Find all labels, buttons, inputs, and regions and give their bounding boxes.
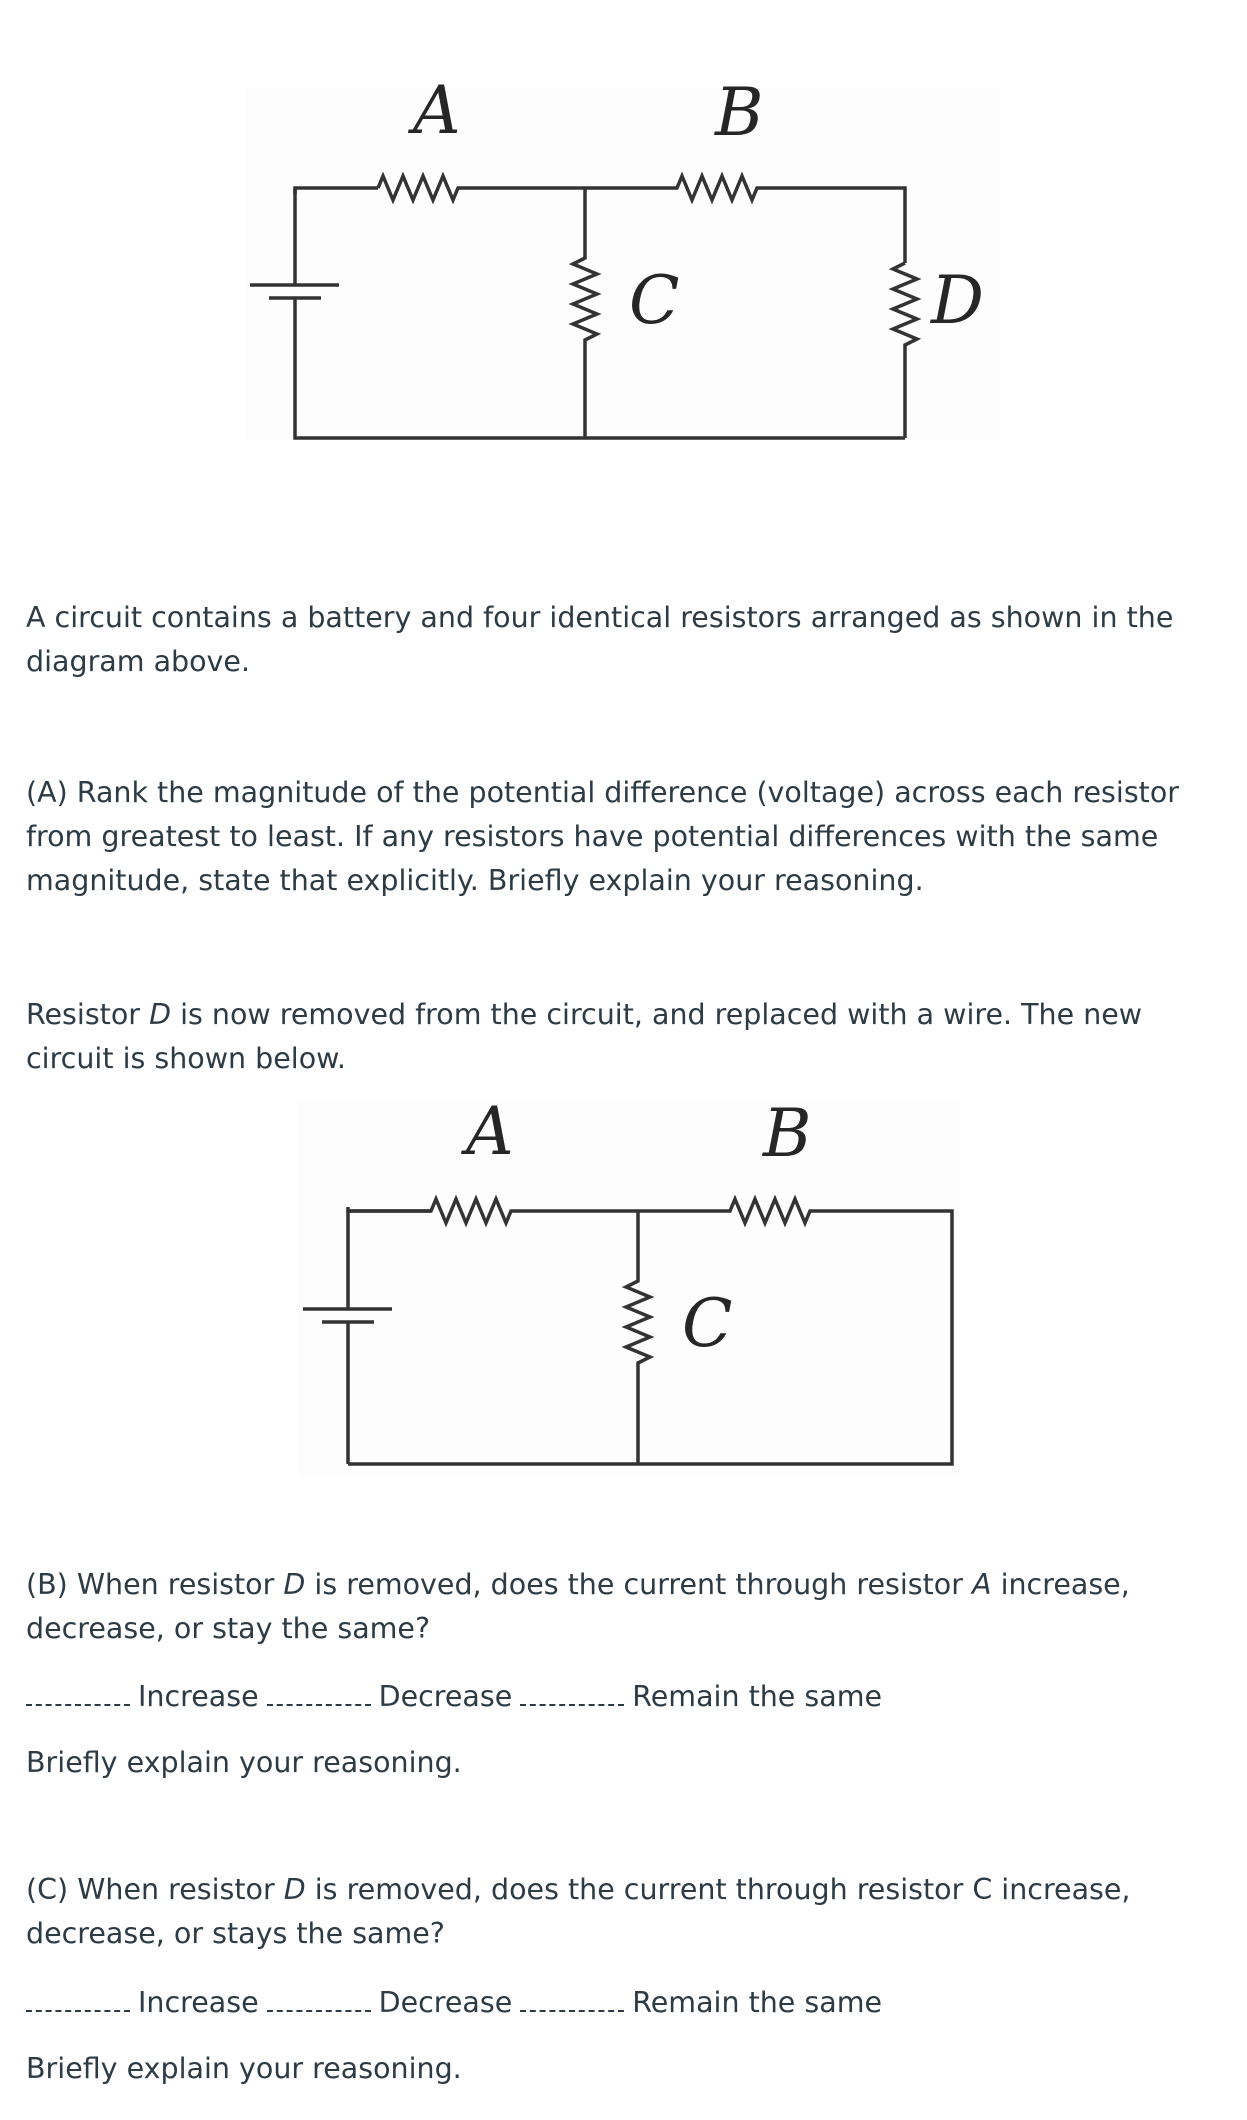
question-c-prefix: (C) When resistor	[26, 1873, 284, 1906]
blank-same-c[interactable]	[520, 2009, 624, 2012]
option-increase-b: Increase	[138, 1680, 259, 1713]
circuit-schematic-modified	[298, 1093, 960, 1476]
question-b-prefix: (B) When resistor	[26, 1568, 284, 1601]
label-A: A	[466, 1093, 514, 1170]
label-D: D	[931, 262, 984, 339]
circuit-diagram-original	[245, 72, 1000, 440]
resistor-A	[348, 1199, 728, 1223]
question-b-var1: D	[283, 1568, 306, 1601]
wire-bottom	[295, 298, 905, 438]
question-b-mid: is removed, does the current through resistor	[305, 1568, 973, 1601]
label-C: C	[629, 262, 680, 339]
option-increase-c: Increase	[138, 1986, 259, 2019]
option-decrease-b: Decrease	[378, 1680, 513, 1713]
transition-text	[26, 993, 1226, 1081]
resistor-C	[573, 188, 597, 438]
intro-text: A circuit contains a battery and four identical resistors arranged as shown in the diagram above.	[26, 601, 1174, 678]
transition-before: Resistor	[26, 998, 150, 1031]
resistor-A	[378, 176, 675, 200]
question-b-text	[26, 1563, 1226, 1651]
blank-decrease-b[interactable]	[267, 1703, 371, 1706]
option-same-c: Remain the same	[632, 1986, 883, 2019]
question-c-options	[26, 1981, 890, 2025]
circuit-schematic-original	[245, 88, 1000, 440]
blank-increase-c[interactable]	[26, 2009, 130, 2012]
circuit-diagram-modified	[298, 1093, 960, 1476]
label-B: B	[763, 1095, 812, 1172]
question-b-var2: A	[972, 1568, 992, 1601]
label-C: C	[682, 1285, 733, 1362]
question-a-text: (A) Rank the magnitude of the potential difference (voltage) across each resistor from greatest to least. If any resistors have potential differences with the same magnitude, state that explicitly. Briefly explain your reasoning.	[26, 776, 1179, 897]
question-c-explain: Briefly explain your reasoning.	[26, 2052, 462, 2085]
label-A: A	[413, 72, 461, 149]
resistor-D	[893, 263, 917, 438]
wire-top-left	[295, 188, 378, 194]
question-c-text	[26, 1868, 1226, 1956]
blank-decrease-c[interactable]	[267, 2009, 371, 2012]
blank-increase-b[interactable]	[26, 1703, 130, 1706]
question-b-explain: Briefly explain your reasoning.	[26, 1746, 462, 1779]
question-c-var1: D	[283, 1873, 306, 1906]
resistor-B	[675, 176, 905, 263]
question-b-suffix: increase, decrease, or stay the same?	[26, 1568, 1130, 1645]
transition-var: D	[149, 998, 172, 1031]
option-same-b: Remain the same	[632, 1680, 883, 1713]
transition-after: is now removed from the circuit, and replaced with a wire. The new circuit is shown below.	[26, 998, 1143, 1075]
question-c-mid: is removed, does the current through resistor C increase, decrease, or stays the same?	[26, 1873, 1131, 1950]
resistor-C	[626, 1211, 650, 1464]
option-decrease-c: Decrease	[378, 1986, 513, 2019]
label-B: B	[715, 74, 764, 151]
blank-same-b[interactable]	[520, 1703, 624, 1706]
question-b-options	[26, 1675, 890, 1719]
resistor-B	[348, 1199, 952, 1464]
